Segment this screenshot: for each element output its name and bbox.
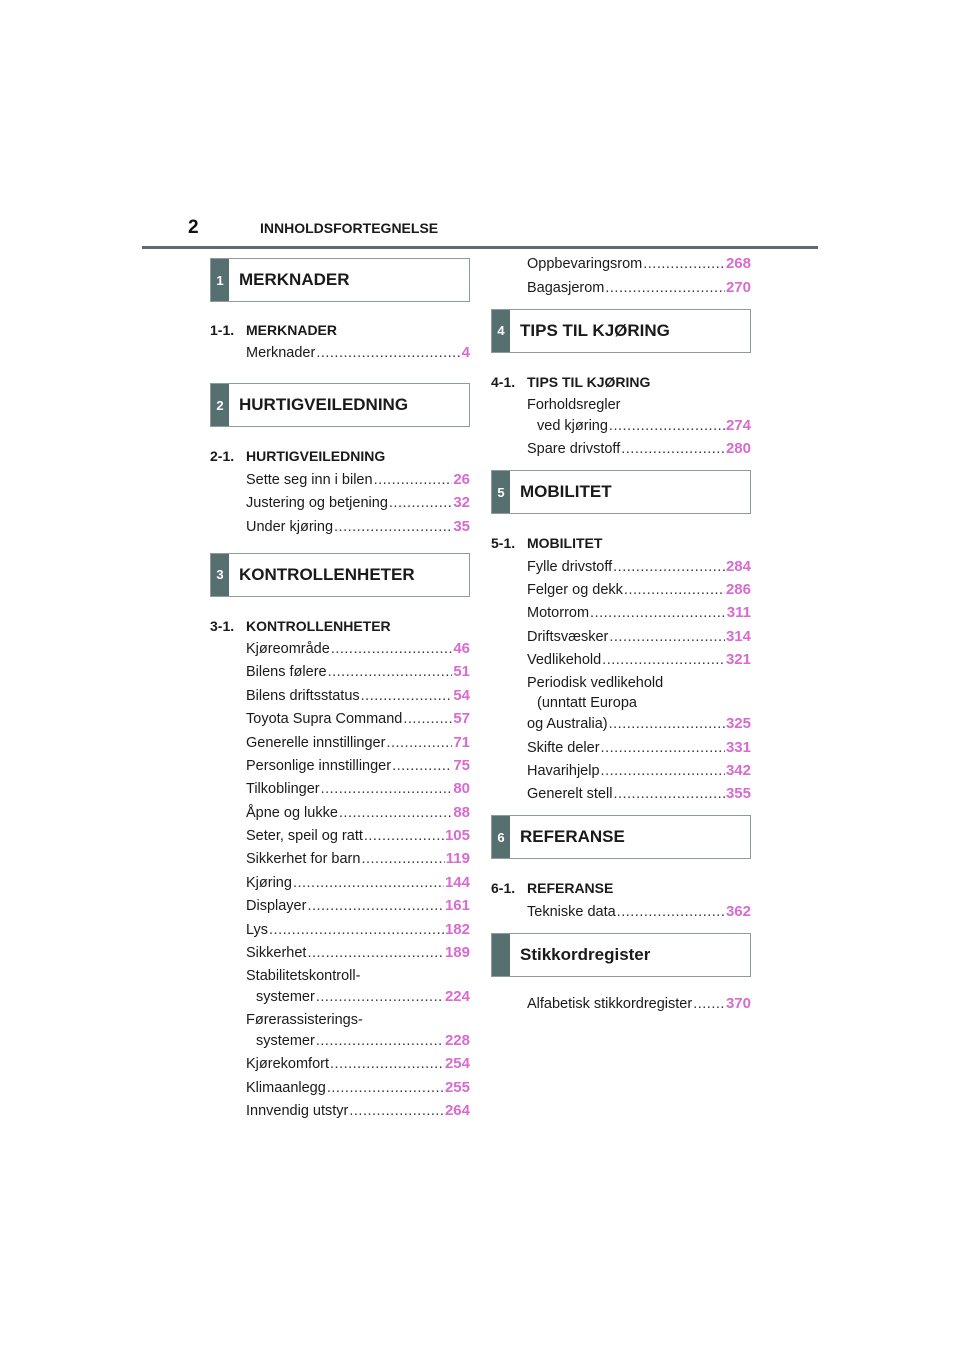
toc-entry-line: Stabilitetskontroll- [246,968,361,985]
toc-entry[interactable]: Kjøreområde ..... 46 [246,638,470,660]
chapter-tab-3: 3 [211,554,229,596]
page-link: 182 [444,920,470,938]
page-link: 144 [444,873,470,891]
subsection-heading: 6-1. REFERANSE [491,880,614,897]
chapter-tab-4: 4 [492,310,510,352]
chapter-tab-6: 6 [492,816,510,858]
page-link: 270 [725,278,751,296]
toc-entry[interactable]: Innvendig utstyr ..... 264 [246,1100,470,1122]
toc-entry[interactable]: Sikkerhet for barn ..... 119 [246,848,470,870]
chapter-tab-index [492,934,510,976]
page-link: 321 [725,651,751,669]
page-link: 280 [725,440,751,458]
toc-entry-line: Periodisk vedlikehold [527,675,664,692]
page-header [142,210,818,249]
page-link: 311 [726,604,751,622]
toc-entry[interactable]: Tekniske data ..... 362 [527,901,751,923]
toc-entry[interactable]: Displayer ..... 161 [246,895,470,917]
subsection-heading: 3-1. KONTROLLENHETER [210,617,391,634]
page-link: 286 [725,580,751,598]
page-link: 32 [453,494,470,512]
page-link: 254 [444,1055,470,1073]
page-link: 355 [725,785,751,803]
subsection-heading: 4-1. TIPS TIL KJØRING [491,373,651,390]
chapter-title-5: MOBILITET [520,482,612,502]
page-link: 268 [725,255,751,273]
chapter-title-3: KONTROLLENHETER [239,564,415,584]
chapter-box-5[interactable] [491,470,751,514]
toc-entry[interactable]: Seter, speil og ratt ..... 105 [246,825,470,847]
page-link: 46 [453,639,470,657]
page-link: 26 [453,470,470,488]
toc-entry[interactable]: Åpne og lukke ..... 88 [246,802,470,824]
page-link: 71 [453,733,470,751]
page-link: 342 [725,761,751,779]
page-link: 161 [444,897,470,915]
page-link: 264 [444,1102,470,1120]
chapter-title-2: HURTIGVEILEDNING [239,395,409,415]
chapter-tab-2: 2 [211,384,229,426]
toc-entry[interactable]: Under kjøring ..... 35 [246,516,470,538]
toc-entry[interactable]: Bagasjerom ..... 270 [527,277,751,299]
toc-entry[interactable]: Spare drivstoff ..... 280 [527,438,751,460]
toc-entry[interactable]: Toyota Supra Command ..... 57 [246,708,470,730]
chapter-title-1: MERKNADER [239,270,350,289]
page-link: 57 [453,710,470,728]
page-link: 274 [725,416,751,434]
page-number: 2 [188,217,199,238]
toc-entry[interactable]: Felger og dekk ..... 286 [527,579,751,601]
page-link: 119 [445,850,470,868]
toc-entry[interactable]: Kjøring ..... 144 [246,872,470,894]
toc-entry[interactable]: Motorrom ..... 311 [527,602,751,624]
toc-entry[interactable]: Skifte deler ..... 331 [527,737,751,759]
toc-entry[interactable]: og Australia) ..... 325 [527,713,751,735]
page-link: 362 [725,902,751,920]
chapter-box-4[interactable] [491,309,751,353]
toc-entry[interactable]: Vedlikehold ..... 321 [527,649,751,671]
page-link: 88 [453,803,470,821]
toc-entry[interactable]: Generelle innstillinger ..... 71 [246,732,470,754]
toc-entry[interactable]: Driftsvæsker ..... 314 [527,626,751,648]
page-link: 35 [453,517,470,535]
page-link: 228 [444,1032,470,1050]
page-link: 255 [444,1078,470,1096]
toc-entry[interactable]: Justering og betjening ..... 32 [246,492,470,514]
page-link: 284 [725,557,751,575]
page-link: 75 [453,756,470,774]
toc-entry[interactable]: Sikkerhet ..... 189 [246,942,470,964]
toc-entry-line: Forholdsregler [527,396,621,413]
chapter-tab-1: 1 [211,259,229,301]
toc-entry[interactable]: Sette seg inn i bilen ..... 26 [246,469,470,491]
page-link: 51 [453,663,470,681]
left-column [210,258,470,1122]
toc-entry[interactable]: Personlige innstillinger ..... 75 [246,755,470,777]
toc-entry[interactable]: Generelt stell ..... 355 [527,783,751,805]
toc-entry[interactable]: Merknader ..... 4 [246,342,470,364]
subsection-heading: 2-1. HURTIGVEILEDNING [210,448,386,465]
page-link: 189 [444,944,470,962]
chapter-box-3[interactable] [210,553,470,597]
toc-entry[interactable]: Oppbevaringsrom ..... 268 [527,253,751,275]
page-link: 325 [725,715,751,733]
chapter-title-4: TIPS TIL KJØRING [520,320,670,340]
page-link: 105 [444,827,470,845]
toc-entry[interactable]: systemer ..... 224 [256,986,470,1008]
chapter-box-1[interactable] [210,258,470,302]
page-link: 224 [444,988,470,1006]
page-link: 331 [725,738,751,756]
toc-entry[interactable]: Havarihjelp ..... 342 [527,760,751,782]
page-link: 54 [453,686,470,704]
toc-entry[interactable]: ved kjøring ..... 274 [537,415,751,437]
page-link: 370 [725,994,751,1012]
page-link: 4 [461,344,470,362]
chapter-title-index: Stikkordregister [520,944,651,964]
toc-entry[interactable]: systemer ..... 228 [256,1030,470,1052]
subsection-heading: 1-1. MERKNADER [210,322,337,338]
toc-entry-line: (unntatt Europa [537,695,637,712]
toc-entry[interactable]: Alfabetisk stikkordregister ..... 370 [527,993,751,1015]
chapter-title-6: REFERANSE [520,827,625,847]
toc-entry[interactable]: Kjørekomfort ..... 254 [246,1053,470,1075]
chapter-tab-5: 5 [492,471,510,513]
toc-entry-line: Førerassisterings- [246,1012,363,1029]
chapter-box-index[interactable] [491,933,751,977]
toc-entry[interactable]: Tilkoblinger ..... 80 [246,778,470,800]
chapter-box-6[interactable] [491,815,751,859]
toc-entry[interactable]: Fylle drivstoff ..... 284 [527,556,751,578]
subsection-heading: 5-1. MOBILITET [491,535,603,552]
page-link: 80 [453,780,470,798]
toc-entry[interactable]: Klimaanlegg ..... 255 [246,1077,470,1099]
toc-entry[interactable]: Lys ..... 182 [246,919,470,941]
chapter-box-2[interactable] [210,383,470,427]
right-column [491,252,751,1015]
page-link: 314 [725,627,751,645]
toc-entry[interactable]: Bilens følere ..... 51 [246,661,470,683]
header-title: INNHOLDSFORTEGNELSE [260,220,439,236]
toc-entry[interactable]: Bilens driftsstatus ..... 54 [246,685,470,707]
